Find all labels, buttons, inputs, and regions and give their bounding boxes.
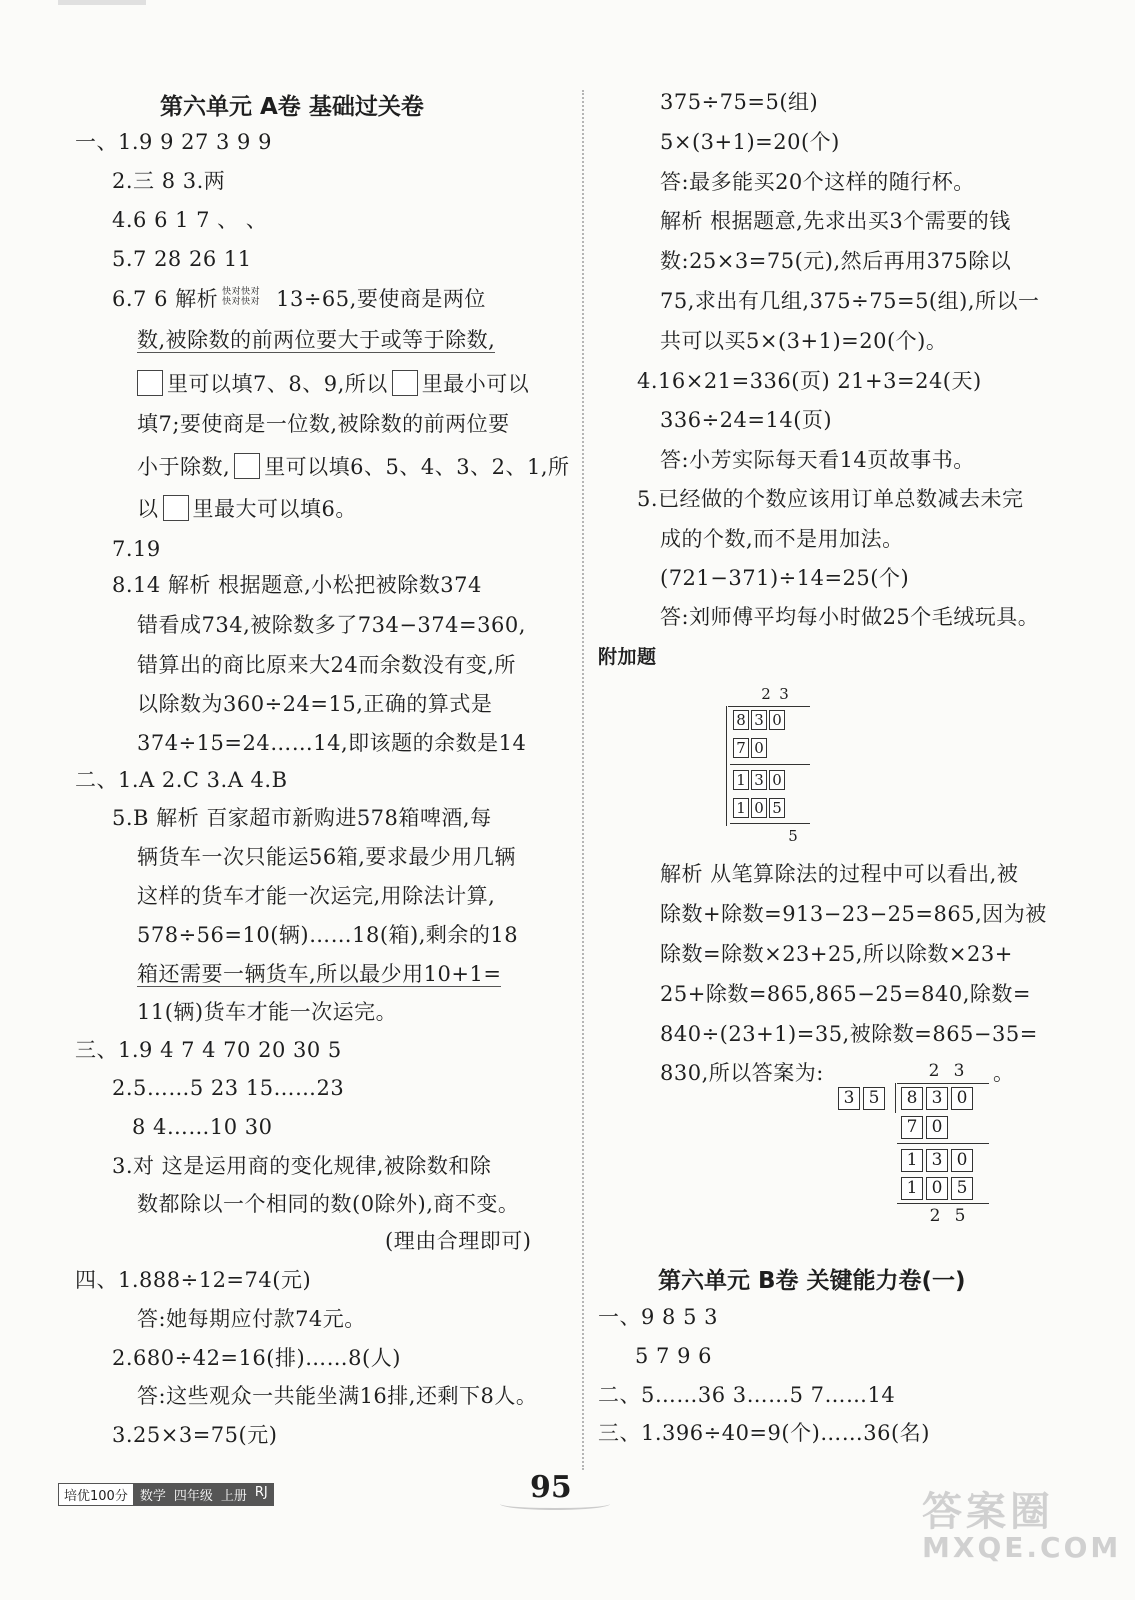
answer-2-5-l5-text: 箱还需要一辆货车,所以最少用10+1= bbox=[137, 962, 502, 986]
r-answer-4-l2: 336÷24=14(页) bbox=[660, 408, 833, 432]
digit: 0 bbox=[951, 1149, 973, 1172]
answer-3-2-l2: 8 4……10 30 bbox=[132, 1115, 273, 1139]
answer-4-3: 3.25×3=75(元) bbox=[112, 1423, 278, 1447]
answer-2-5-l5 bbox=[137, 962, 501, 986]
digit: 3 bbox=[751, 770, 767, 790]
big-div-bracket bbox=[895, 1083, 896, 1113]
answer-1-8: 8.14 解析 根据题意,小松把被除数374 bbox=[112, 573, 482, 597]
bonus-analysis-l5: 840÷(23+1)=35,被除数=865−35= bbox=[660, 1022, 1038, 1046]
answer-1-6 bbox=[112, 287, 486, 311]
digit: 0 bbox=[926, 1177, 948, 1200]
small-div-line bbox=[730, 764, 810, 765]
answer-1-7: 7.19 bbox=[112, 537, 161, 561]
digit: 0 bbox=[769, 770, 785, 790]
footer-series-badge bbox=[58, 1483, 274, 1506]
blank-box bbox=[234, 453, 260, 479]
small-div-bracket bbox=[726, 706, 727, 826]
digit: 2 bbox=[928, 1061, 940, 1081]
big-div-divisor bbox=[838, 1087, 888, 1110]
digit: 5 bbox=[863, 1087, 885, 1110]
digit: 2 bbox=[761, 685, 771, 703]
answer-1-6-l6b: 里最大可以填6。 bbox=[192, 497, 357, 521]
answer-4-2: 2.680÷42=16(排)……8(人) bbox=[112, 1346, 401, 1370]
bonus-analysis-l4: 25+除数=865,865−25=840,除数= bbox=[660, 982, 1032, 1006]
digit: 3 bbox=[953, 1061, 965, 1081]
digit: 0 bbox=[751, 738, 767, 758]
answer-1-6-l2 bbox=[137, 328, 495, 352]
blank-box bbox=[137, 370, 163, 396]
watermark-line2: MXQE.COM bbox=[922, 1531, 1122, 1564]
top-edge-mark bbox=[58, 0, 146, 5]
answer-1-6-l4: 填7;要使商是一位数,被除数的前两位要 bbox=[137, 412, 510, 436]
digit: 7 bbox=[733, 738, 749, 758]
footer-grade: 四年级 bbox=[172, 1483, 219, 1506]
digit: 5 bbox=[954, 1206, 966, 1226]
digit: 3 bbox=[926, 1087, 948, 1110]
small-div-row3 bbox=[733, 798, 787, 818]
big-div-dividend bbox=[901, 1087, 976, 1110]
answer-2-5-l3: 这样的货车才能一次运完,用除法计算, bbox=[137, 884, 496, 908]
blank-box bbox=[392, 370, 418, 396]
digit: 0 bbox=[951, 1087, 973, 1110]
answer-2-5-l6: 11(辆)货车才能一次运完。 bbox=[137, 1000, 398, 1024]
r-answer-5-l2: 成的个数,而不是用加法。 bbox=[660, 527, 904, 551]
answer-2-5-l4: 578÷56=10(辆)……18(箱),剩余的18 bbox=[137, 923, 519, 947]
b-answer-2: 二、5……36 3……5 7……14 bbox=[598, 1383, 896, 1407]
column-divider bbox=[582, 90, 584, 1470]
r-answer-5: 5.已经做的个数应该用订单总数减去未完 bbox=[637, 487, 1024, 511]
big-div-bar bbox=[897, 1083, 989, 1084]
bonus-analysis-l2: 除数+除数=913−23−25=865,因为被 bbox=[660, 902, 1047, 926]
big-div-quotient bbox=[923, 1060, 973, 1083]
small-div-dividend bbox=[733, 710, 787, 730]
answer-1-8-l4: 以除数为360÷24=15,正确的算式是 bbox=[137, 692, 493, 716]
answer-1-6-l3b: 里最小可以 bbox=[421, 372, 530, 396]
answer-1-6-l5 bbox=[137, 453, 570, 479]
answer-1-6-l3a: 里可以填7、8、9,所以 bbox=[167, 372, 388, 396]
section-title-a: 第六单元 A卷 基础过关卷 bbox=[160, 94, 424, 120]
bonus-analysis-l3: 除数=除数×23+25,所以除数×23+ bbox=[660, 942, 1013, 966]
digit: 5 bbox=[951, 1177, 973, 1200]
answer-4-1-reply: 答:她每期应付款74元。 bbox=[137, 1307, 366, 1331]
answer-1-6-l2-text: 数,被除数的前两位要大于或等于除数, bbox=[137, 328, 496, 352]
digit: 1 bbox=[901, 1177, 923, 1200]
big-div-line bbox=[897, 1203, 989, 1204]
watermark-line1: 答案圈 bbox=[922, 1489, 1054, 1535]
answer-1-6-head: 6.7 6 解析 bbox=[112, 287, 219, 311]
answer-1-6-l6 bbox=[137, 495, 357, 521]
section-title-b: 第六单元 B卷 关键能力卷(一) bbox=[658, 1268, 966, 1294]
big-div-remainder bbox=[924, 1205, 974, 1228]
big-div-row1 bbox=[901, 1116, 951, 1139]
tiny-note: 快对快对 快对快对 bbox=[222, 287, 261, 307]
answer-1-8-l3: 错算出的商比原来大24而余数没有变,所 bbox=[137, 653, 516, 677]
answer-1-6-text: 13÷65,要使商是两位 bbox=[276, 287, 486, 311]
r-answer-4: 4.16×21=336(页) 21+3=24(天) bbox=[637, 369, 982, 393]
answer-3-2: 2.5……5 23 15……23 bbox=[112, 1076, 345, 1100]
digit: 8 bbox=[733, 710, 749, 730]
small-div-bar bbox=[728, 706, 810, 707]
digit: 3 bbox=[926, 1149, 948, 1172]
footer-term: 上册 bbox=[219, 1483, 253, 1506]
answer-1-6-l5a: 小于除数, bbox=[137, 455, 231, 479]
digit: 8 bbox=[901, 1087, 923, 1110]
b-answer-1: 一、9 8 5 3 bbox=[598, 1305, 718, 1329]
answer-2-5-l2: 辆货车一次只能运56箱,要求最少用几辆 bbox=[137, 845, 516, 869]
digit: 0 bbox=[751, 798, 767, 818]
r-reply-3: 答:最多能买20个这样的随行杯。 bbox=[660, 170, 975, 194]
answer-2-1: 二、1.A 2.C 3.A 4.B bbox=[75, 768, 288, 792]
digit: 2 bbox=[929, 1206, 941, 1226]
footer-brand: 培优100分 bbox=[58, 1483, 134, 1506]
bonus-analysis-period: 。 bbox=[993, 1061, 1015, 1085]
answer-3-3-l2: 数都除以一个相同的数(0除外),商不变。 bbox=[137, 1192, 520, 1216]
small-div-row1 bbox=[733, 738, 769, 758]
b-answer-3-1: 三、1.396÷40=9(个)……36(名) bbox=[598, 1421, 930, 1445]
answer-1-6-l6a: 以 bbox=[137, 497, 159, 521]
r-answer-4-reply: 答:小芳实际每天看14页故事书。 bbox=[660, 448, 975, 472]
answer-1-6-l5b: 里可以填6、5、4、3、2、1,所 bbox=[264, 455, 570, 479]
answer-1-1: 一、1.9 9 27 3 9 9 bbox=[75, 130, 272, 154]
answer-1-5: 5.7 28 26 11 bbox=[112, 247, 252, 271]
answer-4-1: 四、1.888÷12=74(元) bbox=[75, 1268, 312, 1292]
r-analysis-3: 解析 根据题意,先求出买3个需要的钱 bbox=[660, 209, 1011, 233]
small-div-remainder bbox=[767, 826, 803, 846]
answer-2-5: 5.B 解析 百家超市新购进578箱啤酒,每 bbox=[112, 806, 492, 830]
digit: 3 bbox=[751, 710, 767, 730]
big-div-line bbox=[897, 1143, 989, 1144]
r-line-1: 375÷75=5(组) bbox=[660, 90, 819, 114]
answer-1-8-l2: 错看成734,被除数多了734−374=360, bbox=[137, 613, 526, 637]
r-answer-5-l3: (721−371)÷14=25(个) bbox=[660, 566, 910, 590]
digit: 5 bbox=[769, 798, 785, 818]
bonus-heading: 附加题 bbox=[598, 646, 657, 668]
watermark bbox=[922, 1480, 1121, 1564]
r-analysis-3-l4: 共可以买5×(3+1)=20(个)。 bbox=[660, 329, 948, 353]
small-div-line bbox=[730, 823, 810, 824]
digit: 1 bbox=[733, 770, 749, 790]
digit: 1 bbox=[733, 798, 749, 818]
big-div-row2 bbox=[901, 1149, 976, 1172]
digit: 0 bbox=[926, 1116, 948, 1139]
answer-1-8-l5: 374÷15=24……14,即该题的余数是14 bbox=[137, 731, 527, 755]
b-answer-1-l2: 5 7 9 6 bbox=[635, 1344, 712, 1368]
answer-1-6-l3 bbox=[133, 370, 529, 396]
page-number: 95 bbox=[530, 1470, 572, 1505]
blank-box bbox=[163, 495, 189, 521]
digit bbox=[767, 826, 783, 846]
small-div-row2 bbox=[733, 770, 787, 790]
page-number-swoosh bbox=[500, 1498, 610, 1510]
digit: 1 bbox=[901, 1149, 923, 1172]
answer-4-2-reply: 答:这些观众一共能坐满16排,还剩下8人。 bbox=[137, 1384, 538, 1408]
footer-edition: RJ bbox=[253, 1483, 274, 1506]
big-div-row3 bbox=[901, 1177, 976, 1200]
digit: 3 bbox=[838, 1087, 860, 1110]
digit: 0 bbox=[769, 710, 785, 730]
r-analysis-3-l3: 75,求出有几组,375÷75=5(组),所以一 bbox=[660, 289, 1040, 313]
digit: 5 bbox=[788, 827, 798, 845]
bonus-analysis-l6: 830,所以答案为: bbox=[660, 1061, 824, 1085]
bonus-analysis: 解析 从笔算除法的过程中可以看出,被 bbox=[660, 862, 1019, 886]
small-div-quotient bbox=[758, 684, 794, 704]
answer-1-2: 2.三 8 3.两 bbox=[112, 169, 226, 193]
footer-subject: 数学 bbox=[134, 1483, 172, 1506]
r-answer-5-reply: 答:刘师傅平均每小时做25个毛绒玩具。 bbox=[660, 605, 1040, 629]
r-analysis-3-l2: 数:25×3=75(元),然后再用375除以 bbox=[660, 249, 1012, 273]
answer-3-1: 三、1.9 4 7 4 70 20 30 5 bbox=[75, 1038, 342, 1062]
answer-3-3-note: (理由合理即可) bbox=[385, 1229, 532, 1253]
answer-1-4: 4.6 6 1 7 、 、 bbox=[112, 208, 268, 232]
r-line-2: 5×(3+1)=20(个) bbox=[660, 130, 840, 154]
digit: 7 bbox=[901, 1116, 923, 1139]
digit: 3 bbox=[779, 685, 789, 703]
answer-3-3: 3.对 这是运用商的变化规律,被除数和除 bbox=[112, 1154, 492, 1178]
